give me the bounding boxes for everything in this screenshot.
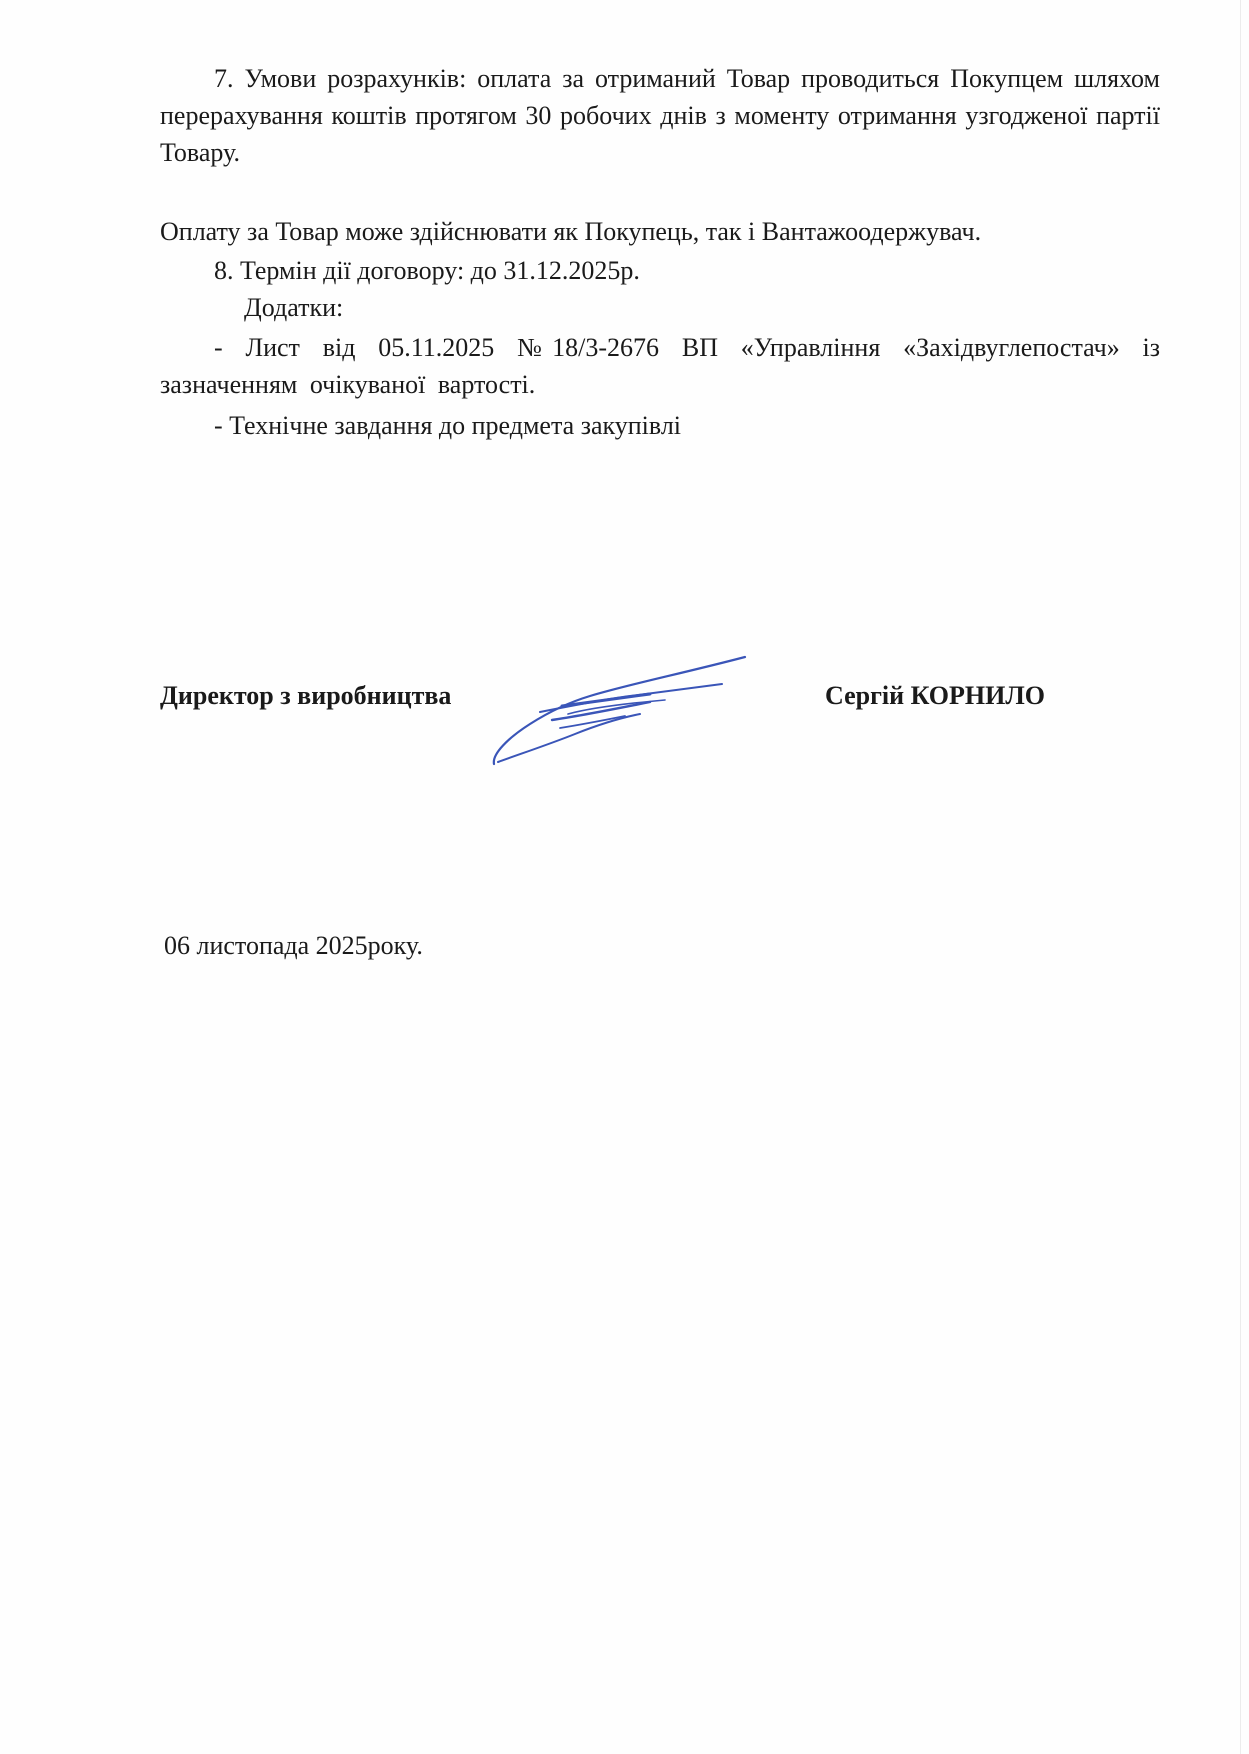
handwritten-signature [490,650,760,775]
signatory-position: Директор з виробництва [160,681,452,710]
document-date: 06 листопада 2025року. [164,931,423,960]
page-edge-shadow [1240,0,1241,1754]
attachment-item-letter: - Лист від 05.11.2025 №18/3-2676 ВП «Управління «Західвуглепостач» із зазначенням очікуваної вартості. [160,333,1160,399]
paragraph-payment-terms: 7. Умови розрахунків: оплата за отриманий Товар проводиться Покупцем шляхом перерахування коштів протягом 30 робочих днів з моменту отримання узгодженої партії Товару. [160,64,1160,167]
attachment-item-technical-task: - Технічне завдання до предмета закупівлі [214,411,682,440]
paragraph-payment-parties: Оплату за Товар може здійснювати як Покупець, так і Вантажоодержувач. [160,217,982,246]
paragraph-contract-term: 8. Термін дії договору: до 31.12.2025р. [214,256,640,285]
attachments-heading: Додатки: [244,293,344,322]
signatory-name: Сергій КОРНИЛО [825,681,1045,710]
